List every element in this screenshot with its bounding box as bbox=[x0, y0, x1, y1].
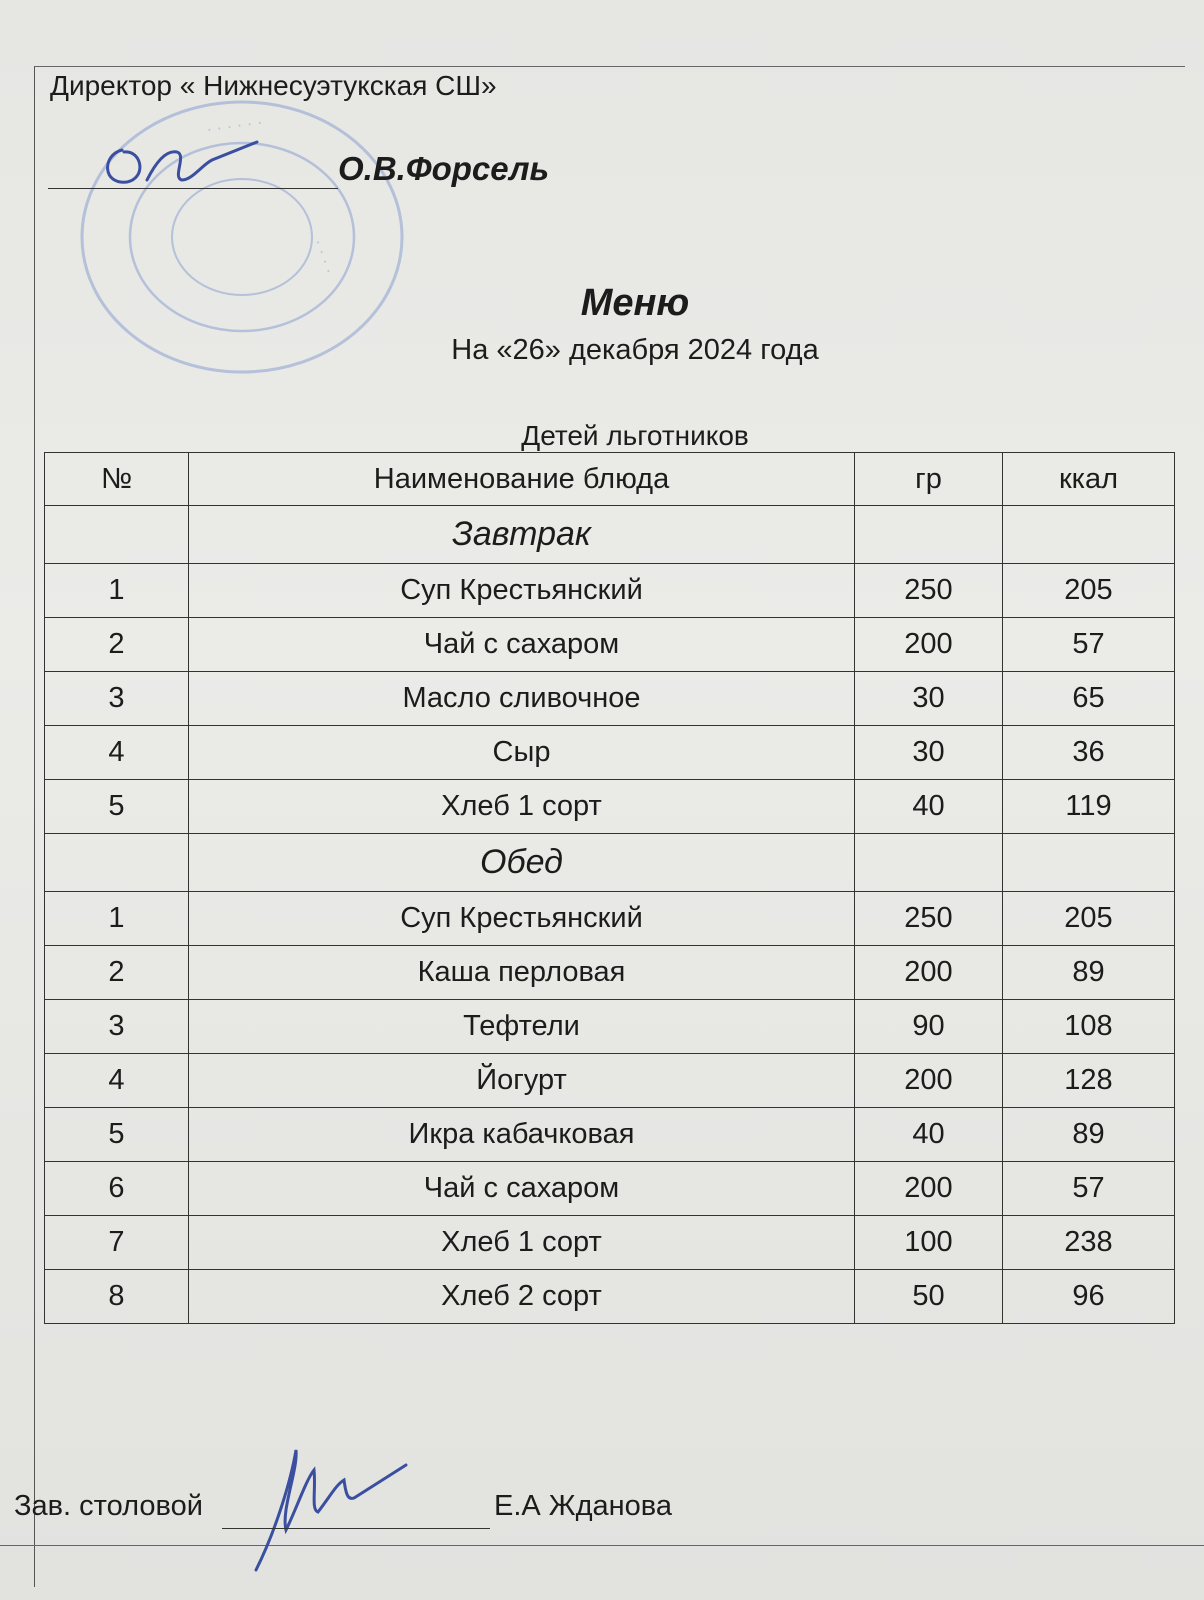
table-row bbox=[45, 672, 1175, 726]
canteen-head-label: Зав. столовой bbox=[14, 1490, 203, 1522]
row-kcal: 119 bbox=[1003, 780, 1175, 834]
row-dish: Суп Крестьянский bbox=[189, 564, 855, 618]
row-grams: 90 bbox=[855, 1000, 1003, 1054]
section-title-breakfast: Завтрак bbox=[189, 506, 855, 564]
row-kcal: 65 bbox=[1003, 672, 1175, 726]
menu-caption: Детей льготников bbox=[521, 420, 749, 451]
table-row bbox=[45, 1270, 1175, 1324]
column-header-number: № bbox=[45, 453, 189, 506]
row-number: 8 bbox=[45, 1270, 189, 1324]
svg-text:· · · · · ·: · · · · · · bbox=[205, 113, 264, 140]
row-grams: 200 bbox=[855, 618, 1003, 672]
row-kcal: 205 bbox=[1003, 892, 1175, 946]
row-number: 1 bbox=[45, 892, 189, 946]
row-kcal: 108 bbox=[1003, 1000, 1175, 1054]
table-row bbox=[45, 892, 1175, 946]
row-kcal: 57 bbox=[1003, 618, 1175, 672]
section-empty-cell bbox=[1003, 834, 1175, 892]
row-number: 2 bbox=[45, 946, 189, 1000]
row-number: 3 bbox=[45, 672, 189, 726]
section-empty-cell bbox=[855, 506, 1003, 564]
row-dish: Йогурт bbox=[189, 1054, 855, 1108]
table-row bbox=[45, 618, 1175, 672]
row-grams: 40 bbox=[855, 780, 1003, 834]
section-empty-cell bbox=[855, 834, 1003, 892]
canteen-head-name: Е.А Жданова bbox=[494, 1490, 672, 1522]
table-row bbox=[45, 1216, 1175, 1270]
page-bottom-edge bbox=[0, 1545, 1204, 1546]
section-title-lunch: Обед bbox=[189, 834, 855, 892]
director-signature bbox=[92, 130, 262, 200]
row-kcal: 205 bbox=[1003, 564, 1175, 618]
director-label: Директор « Нижнесуэтукская СШ» bbox=[50, 70, 497, 101]
row-grams: 30 bbox=[855, 726, 1003, 780]
table-row bbox=[45, 564, 1175, 618]
table-row bbox=[45, 1054, 1175, 1108]
section-row-lunch bbox=[45, 834, 1175, 892]
column-header-kcal: ккал bbox=[1003, 453, 1175, 506]
row-dish: Хлеб 2 сорт bbox=[189, 1270, 855, 1324]
table-row bbox=[45, 780, 1175, 834]
menu-title: Меню bbox=[580, 282, 690, 324]
menu-date: На «26» декабря 2024 года bbox=[451, 334, 819, 366]
row-dish: Тефтели bbox=[189, 1000, 855, 1054]
row-dish: Каша перловая bbox=[189, 946, 855, 1000]
row-number: 1 bbox=[45, 564, 189, 618]
director-signature-line bbox=[48, 188, 338, 189]
row-grams: 250 bbox=[855, 892, 1003, 946]
row-dish: Сыр bbox=[189, 726, 855, 780]
row-kcal: 57 bbox=[1003, 1162, 1175, 1216]
row-dish: Чай с сахаром bbox=[189, 1162, 855, 1216]
section-empty-cell bbox=[45, 506, 189, 564]
row-kcal: 128 bbox=[1003, 1054, 1175, 1108]
row-kcal: 96 bbox=[1003, 1270, 1175, 1324]
director-name: О.В.Форсель bbox=[338, 150, 550, 187]
row-kcal: 89 bbox=[1003, 1108, 1175, 1162]
row-grams: 200 bbox=[855, 1162, 1003, 1216]
row-grams: 250 bbox=[855, 564, 1003, 618]
row-number: 2 bbox=[45, 618, 189, 672]
row-dish: Суп Крестьянский bbox=[189, 892, 855, 946]
row-number: 5 bbox=[45, 1108, 189, 1162]
column-header-grams: гр bbox=[855, 453, 1003, 506]
row-number: 4 bbox=[45, 726, 189, 780]
table-row bbox=[45, 726, 1175, 780]
row-grams: 100 bbox=[855, 1216, 1003, 1270]
svg-text:· · · ·: · · · · bbox=[308, 236, 339, 277]
row-number: 4 bbox=[45, 1054, 189, 1108]
row-grams: 40 bbox=[855, 1108, 1003, 1162]
canteen-head-signature bbox=[236, 1440, 416, 1580]
table-row bbox=[45, 946, 1175, 1000]
section-row-breakfast bbox=[45, 506, 1175, 564]
row-dish: Икра кабачковая bbox=[189, 1108, 855, 1162]
row-grams: 50 bbox=[855, 1270, 1003, 1324]
section-empty-cell bbox=[45, 834, 189, 892]
canteen-head-signature-line bbox=[222, 1528, 490, 1529]
row-dish: Масло сливочное bbox=[189, 672, 855, 726]
row-dish: Хлеб 1 сорт bbox=[189, 1216, 855, 1270]
table-row bbox=[45, 1108, 1175, 1162]
table-row bbox=[45, 1162, 1175, 1216]
menu-table bbox=[44, 452, 1175, 1324]
row-dish: Чай с сахаром bbox=[189, 618, 855, 672]
row-grams: 200 bbox=[855, 946, 1003, 1000]
table-header-row bbox=[45, 453, 1175, 506]
row-kcal: 238 bbox=[1003, 1216, 1175, 1270]
section-empty-cell bbox=[1003, 506, 1175, 564]
row-number: 7 bbox=[45, 1216, 189, 1270]
row-grams: 200 bbox=[855, 1054, 1003, 1108]
column-header-dish: Наименование блюда bbox=[189, 453, 855, 506]
row-number: 3 bbox=[45, 1000, 189, 1054]
row-number: 5 bbox=[45, 780, 189, 834]
row-dish: Хлеб 1 сорт bbox=[189, 780, 855, 834]
row-kcal: 36 bbox=[1003, 726, 1175, 780]
row-grams: 30 bbox=[855, 672, 1003, 726]
table-row bbox=[45, 1000, 1175, 1054]
row-number: 6 bbox=[45, 1162, 189, 1216]
row-kcal: 89 bbox=[1003, 946, 1175, 1000]
